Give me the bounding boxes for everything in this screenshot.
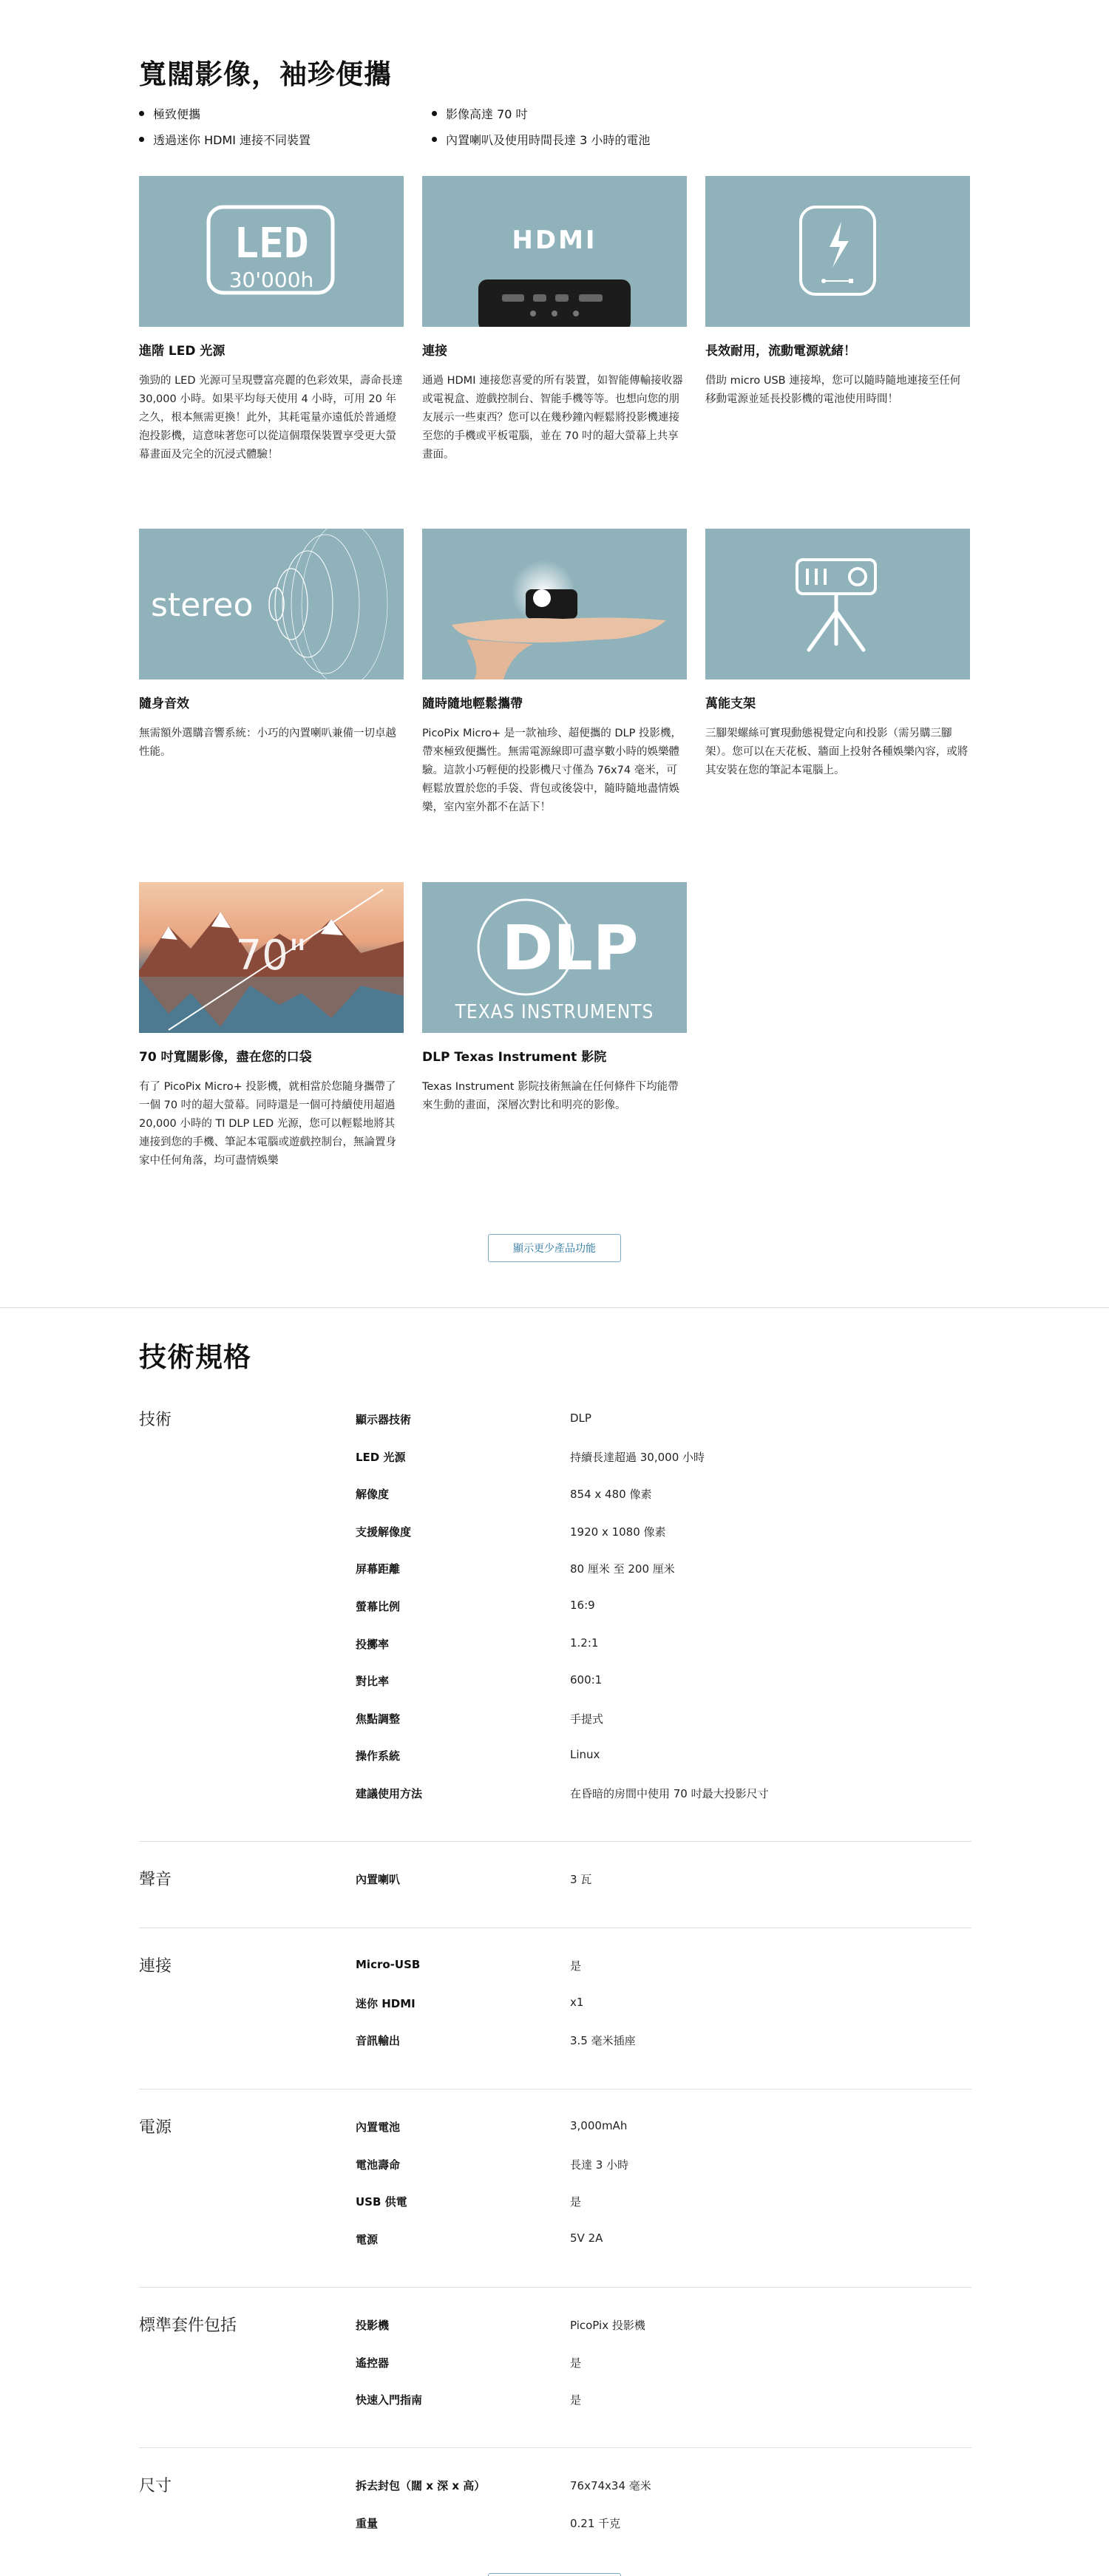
spec-group-name: 標準套件包括: [139, 2316, 237, 2335]
card-body: 有了 PicoPix Micro+ 投影機，就相當於您隨身攜帶了一個 70 吋的超大螢幕。同時還是一個可持續使用超過 20,000 小時的 TI DLP LED 光源，您可以輕鬆地將其連接到您的手機、筆記本電腦或遊戲控制台，無論置身家中任何角落，均可盡情娛樂: [139, 1081, 396, 1167]
spec-key: 焦點調整: [356, 1712, 401, 1726]
feature-card-70inch: [139, 882, 404, 1170]
spec-key: 電池壽命: [356, 2158, 401, 2172]
spec-key: 快速入門指南: [356, 2393, 423, 2407]
feature-card-tripod: [705, 529, 970, 780]
spec-group-name: 聲音: [139, 1871, 172, 1889]
spec-key: 投擲率: [356, 1637, 390, 1651]
spec-group-name: 技術: [139, 1411, 172, 1429]
sound-waves-icon: [139, 529, 404, 679]
show-less-features-button[interactable]: 顯示更少產品功能: [488, 1234, 621, 1262]
card-title: 隨時隨地輕鬆攜帶: [422, 696, 523, 711]
card-title: 長效耐用，流動電源就緒！: [705, 344, 856, 359]
spec-value: 5V 2A: [570, 2231, 603, 2245]
stereo-image: [139, 529, 404, 679]
spec-group-name: 電源: [139, 2118, 172, 2137]
feature-card-power: [705, 176, 970, 409]
bullet-dot-icon: [432, 111, 437, 116]
spec-value: 854 x 480 像素: [570, 1488, 652, 1502]
hdmi-icon: [422, 176, 687, 327]
spec-value: 在昏暗的房間中使用 70 吋最大投影尺寸: [570, 1787, 769, 1800]
spec-value: 0.21 千克: [570, 2516, 621, 2530]
spec-value: 3 瓦: [570, 1873, 592, 1886]
hdmi-image: [422, 176, 687, 327]
card-title: 70 吋寬闊影像，盡在您的口袋: [139, 1050, 312, 1065]
svg-text:DLP: DLP: [501, 912, 639, 984]
spec-key: 遙控器: [356, 2356, 390, 2370]
spec-group-separator: [139, 2287, 971, 2288]
card-body: 強勁的 LED 光源可呈現豐富亮麗的色彩效果，壽命長達 30,000 小時。如果平均每天使用 4 小時，可用 20 年之久，根本無需更換！此外，其耗電量亦遠低於普通燈泡投影機，這意味著您可以從這個環保裝置享受更大螢幕畫面及完全的沉浸式體驗！: [139, 375, 403, 461]
spec-key: 支援解像度: [356, 1525, 412, 1539]
spec-group-name: 連接: [139, 1957, 172, 1976]
feature-card-dlp: [422, 882, 687, 1115]
bullet-dot-icon: [139, 111, 144, 116]
card-body: 借助 micro USB 連接埠，您可以隨時隨地連接至任何移動電源並延長投影機的電池使用時間！: [705, 375, 961, 405]
spec-value: 1920 x 1080 像素: [570, 1525, 666, 1539]
feature-card-stereo: [139, 529, 404, 762]
svg-text:30'000h: 30'000h: [228, 268, 314, 292]
card-title: 隨身音效: [139, 696, 189, 711]
bullet-item: 影像高達 70 吋: [432, 105, 728, 122]
spec-more-button[interactable]: [488, 2573, 621, 2576]
spec-value: 是: [570, 2195, 582, 2209]
hand-projector-icon: [422, 529, 687, 679]
spec-key: 電源: [356, 2232, 379, 2246]
tripod-image: [705, 529, 970, 679]
card-title: 連接: [422, 344, 447, 359]
spec-value: 76x74x34 毫米: [570, 2479, 651, 2492]
spec-key: 內置喇叭: [356, 1873, 401, 1886]
card-title: 進階 LED 光源: [139, 344, 225, 359]
card-body: 通過 HDMI 連接您喜愛的所有裝置，如智能傳輸接收器或電視盒、遊戲控制台、智能手機等等。也想向您的朋友展示一些東西？您可以在幾秒鐘內輕鬆將投影機連接至您的手機或平板電腦，並在 70 吋的超大螢幕上共享畫面。: [422, 375, 683, 461]
spec-value: 600:1: [570, 1673, 603, 1687]
spec-value: 3.5 毫米插座: [570, 2034, 636, 2048]
feature-bullets: [139, 105, 974, 148]
spec-key: 音訊輸出: [356, 2034, 401, 2048]
spec-value: Linux: [570, 1748, 600, 1762]
bullet-dot-icon: [432, 137, 437, 142]
mountain-lake-image: [139, 882, 404, 1033]
bullet-item: 極致便攜: [139, 105, 432, 122]
spec-key: Micro-USB: [356, 1958, 421, 1971]
spec-key: 螢幕比例: [356, 1600, 401, 1613]
power-bank-icon: [705, 176, 970, 327]
features-title: 寬闊影像，袖珍便攜: [139, 58, 392, 90]
spec-value: 是: [570, 2356, 582, 2370]
svg-text:HDMI: HDMI: [512, 226, 597, 255]
bullet-item: 透過迷你 HDMI 連接不同裝置: [139, 131, 432, 148]
spec-value: 16:9: [570, 1599, 595, 1612]
svg-text:LED: LED: [234, 220, 309, 268]
spec-value: 持續長達超過 30,000 小時: [570, 1450, 705, 1464]
spec-key: 投影機: [356, 2319, 390, 2332]
spec-key: 顯示器技術: [356, 1413, 412, 1426]
feature-card-led: [139, 176, 404, 464]
mountain-icon: [139, 882, 404, 1033]
spec-key: 對比率: [356, 1675, 390, 1689]
spec-key: 屏幕距離: [356, 1562, 401, 1576]
spec-key: 重量: [356, 2516, 379, 2530]
card-body: PicoPix Micro+ 是一款袖珍、超便攜的 DLP 投影機，帶來極致便攜性。無需電源線即可盡享數小時的娛樂體驗。這款小巧輕便的投影機尺寸僅為 76x74 毫米，可輕鬆放置於您的手袋、背包或後袋中，隨時隨地盡情娛樂，室內室外都不在話下！: [422, 728, 682, 813]
feature-card-hdmi: [422, 176, 687, 464]
spec-value: 手提式: [570, 1712, 604, 1726]
spec-value: x1: [570, 1995, 584, 2009]
spec-key: LED 光源: [356, 1450, 406, 1464]
spec-value: 80 厘米 至 200 厘米: [570, 1562, 675, 1576]
card-body: Texas Instrument 影院技術無論在任何條件下均能帶來生動的畫面，深層次對比和明亮的影像。: [422, 1081, 679, 1111]
spec-key: USB 供電: [356, 2195, 407, 2209]
card-title: 萬能支架: [705, 696, 756, 711]
specs-title: 技術規格: [139, 1341, 251, 1373]
led-icon: [139, 176, 404, 327]
spec-value: 1.2:1: [570, 1636, 599, 1650]
power-bank-image: [705, 176, 970, 327]
tripod-icon: [705, 529, 970, 679]
spec-key: 拆去封包（闊 x 深 x 高）: [356, 2479, 486, 2492]
spec-value: 3,000mAh: [570, 2119, 628, 2132]
spec-key: 建議使用方法: [356, 1787, 423, 1800]
bullet-item: 內置喇叭及使用時間長達 3 小時的電池: [432, 131, 728, 148]
svg-text:70": 70": [235, 932, 308, 980]
hand-projector-image: [422, 529, 687, 679]
spec-value: 是: [570, 2393, 582, 2407]
dlp-logo-icon: [422, 882, 687, 1033]
spec-value: DLP: [570, 1411, 591, 1425]
spec-value: 是: [570, 1959, 582, 1973]
feature-card-portable: [422, 529, 687, 817]
card-body: 三腳架螺絲可實現動態視覺定向和投影（需另購三腳架）。您可以在天花板、牆面上投射各種娛樂內容，或將其安裝在您的筆記本電腦上。: [705, 728, 969, 776]
spec-value: 長達 3 小時: [570, 2158, 629, 2172]
svg-text:TEXAS INSTRUMENTS: TEXAS INSTRUMENTS: [455, 1001, 654, 1023]
spec-group-name: 尺寸: [139, 2477, 172, 2495]
spec-key: 迷你 HDMI: [356, 1996, 416, 2010]
card-body: 無需額外選購音響系統：小巧的內置喇叭兼備一切卓越性能。: [139, 728, 396, 758]
section-divider: [0, 1307, 1109, 1308]
spec-key: 內置電池: [356, 2121, 401, 2134]
spec-value: PicoPix 投影機: [570, 2319, 645, 2332]
spec-group-separator: [139, 2447, 971, 2448]
spec-key: 操作系統: [356, 1749, 401, 1763]
led-image: [139, 176, 404, 327]
svg-text:stereo: stereo: [151, 586, 254, 624]
spec-group-separator: [139, 1841, 971, 1842]
bullet-dot-icon: [139, 137, 144, 142]
dlp-image: [422, 882, 687, 1033]
card-title: DLP Texas Instrument 影院: [422, 1050, 607, 1065]
spec-key: 解像度: [356, 1488, 390, 1502]
